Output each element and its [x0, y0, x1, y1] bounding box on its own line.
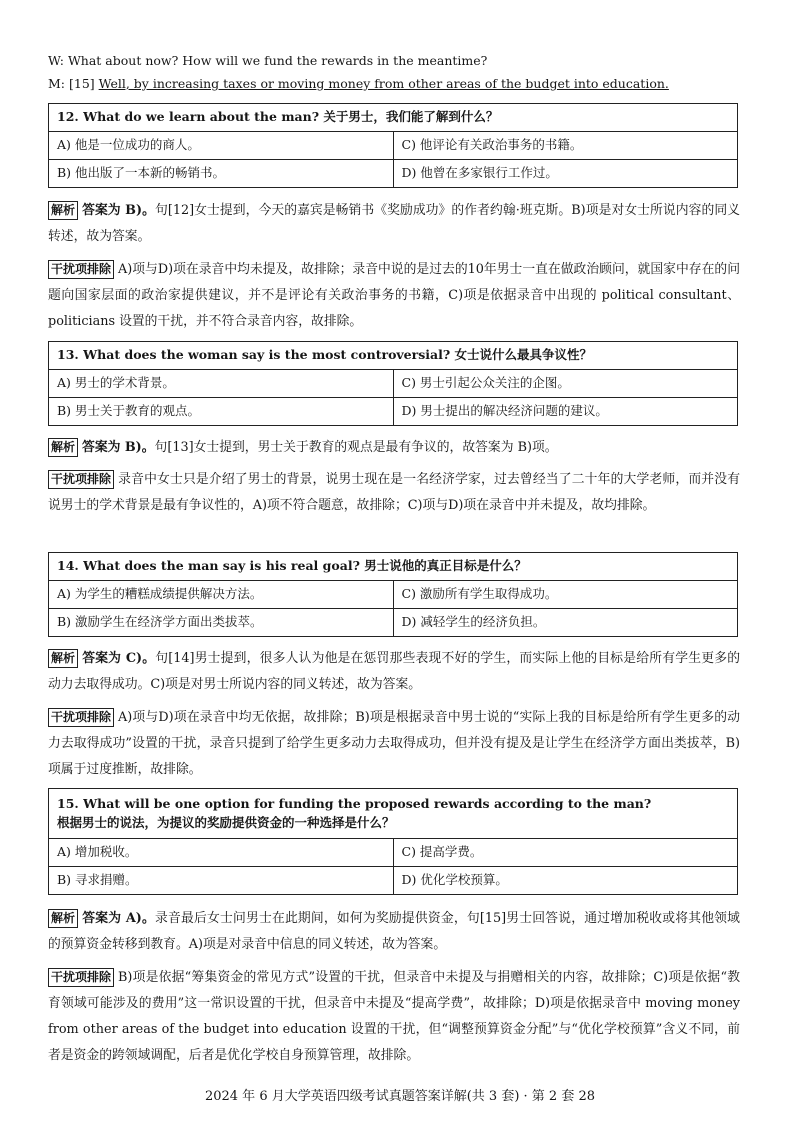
- answer-text: 答案为 B)。: [82, 440, 155, 455]
- distractor-text: 录音中女士只是介绍了男士的背景，说男士现在是一名经济学家，过去曾经当了二十年的大学老师，而并没有说男士的学术背景是最有争议性的，A)项不符合题意，故排除；C)项与D)项在录音中并未提及，故均排除。: [48, 472, 740, 513]
- underlined-answer-sentence: Well, by increasing taxes or moving money from other areas of the budget into education.: [98, 76, 669, 91]
- question-table-15: [48, 788, 738, 895]
- question-table-12: [48, 103, 738, 188]
- question-stem-cn: 根据男士的说法，为提议的奖励提供资金的一种选择是什么？: [57, 814, 395, 830]
- page-footer: 2024 年 6 月大学英语四级考试真题答案详解(共 3 套) · 第 2 套 28: [204, 1089, 596, 1104]
- distractor-tag: 干扰项排除: [48, 968, 114, 987]
- analysis-tag: 解析: [48, 909, 78, 928]
- question-stem: 12. What do we learn about the man? 关于男士，我们能了解到什么？: [49, 104, 738, 132]
- question-stem: 13. What does the woman say is the most controversial? 女士说什么最具争议性？: [49, 342, 738, 370]
- answer-text: 答案为 A)。: [82, 911, 156, 926]
- distractor-13: [48, 467, 740, 519]
- analysis-14: [48, 646, 740, 698]
- analysis-15: [48, 906, 740, 958]
- distractor-tag: 干扰项排除: [48, 470, 114, 489]
- option-d: D) 优化学校预算。: [393, 867, 738, 895]
- analysis-tag: 解析: [48, 201, 78, 220]
- analysis-text: 录音最后女士问男士在此期间，如何为奖励提供资金，句[15]男士回答说，通过增加税收或将其他领域的预算资金转移到教育。A)项是对录音中信息的同义转述，故为答案。: [48, 911, 740, 952]
- option-d: D) 他曾在多家银行工作过。: [393, 160, 738, 188]
- question-table-13: [48, 341, 738, 426]
- analysis-tag: 解析: [48, 438, 78, 457]
- option-a: A) 为学生的糟糕成绩提供解决方法。: [49, 581, 394, 609]
- option-c: C) 提高学费。: [393, 839, 738, 867]
- distractor-12: [48, 257, 740, 335]
- dialogue-line-man: [48, 75, 748, 94]
- option-d: D) 减轻学生的经济负担。: [393, 609, 738, 637]
- question-stem: [49, 789, 738, 839]
- distractor-text: A)项与D)项在录音中均无依据，故排除；B)项是根据录音中男士说的“实际上我的目标是给所有学生更多的动力去取得成功”设置的干扰，录音只提到了给学生更多动力去取得成功，但并没有提及是让学生在经济学方面出类拔萃，B)项属于过度推断，故排除。: [48, 710, 740, 777]
- analysis-text: 句[14]男士提到，很多人认为他是在惩罚那些表现不好的学生，而实际上他的目标是给所有学生更多的动力去取得成功。C)项是对男士所说内容的同义转述，故为答案。: [48, 651, 740, 692]
- question-stem: 14. What does the man say is his real goal? 男士说他的真正目标是什么？: [49, 553, 738, 581]
- speaker-prefix: M: [15]: [48, 76, 99, 91]
- answer-text: 答案为 B)。: [82, 203, 155, 218]
- option-c: C) 男士引起公众关注的企图。: [393, 370, 738, 398]
- analysis-text: 句[12]女士提到，今天的嘉宾是畅销书《奖励成功》的作者约翰·班克斯。B)项是对女士所说内容的同义转述，故为答案。: [48, 203, 741, 244]
- option-b: B) 寻求捐赠。: [49, 867, 394, 895]
- distractor-14: [48, 705, 740, 783]
- distractor-tag: 干扰项排除: [48, 260, 114, 279]
- option-c: C) 激励所有学生取得成功。: [393, 581, 738, 609]
- analysis-12: [48, 198, 740, 250]
- dialogue-line-woman: W: What about now? How will we fund the rewards in the meantime?: [48, 53, 488, 68]
- analysis-13: [48, 435, 740, 461]
- question-stem-en: 15. What will be one option for funding the proposed rewards according to the man?: [57, 795, 652, 811]
- answer-text: 答案为 C)。: [82, 651, 156, 666]
- option-b: B) 男士关于教育的观点。: [49, 398, 394, 426]
- option-d: D) 男士提出的解决经济问题的建议。: [393, 398, 738, 426]
- option-a: A) 增加税收。: [49, 839, 394, 867]
- option-b: B) 他出版了一本新的畅销书。: [49, 160, 394, 188]
- option-a: A) 男士的学术背景。: [49, 370, 394, 398]
- distractor-tag: 干扰项排除: [48, 708, 114, 727]
- distractor-15: [48, 965, 740, 1069]
- analysis-text: 句[13]女士提到，男士关于教育的观点是最有争议的，故答案为 B)项。: [154, 440, 558, 455]
- option-a: A) 他是一位成功的商人。: [49, 132, 394, 160]
- option-b: B) 激励学生在经济学方面出类拔萃。: [49, 609, 394, 637]
- distractor-text: A)项与D)项在录音中均未提及，故排除；录音中说的是过去的10年男士一直在做政治顾问，就国家中存在的问题向国家层面的政治家提供建议，并不是评论有关政治事务的书籍，C)项是依据录音中出现的 political consultant、politicians 设置的干扰，并不符合录音内容，故排除。: [48, 262, 740, 329]
- option-c: C) 他评论有关政治事务的书籍。: [393, 132, 738, 160]
- analysis-tag: 解析: [48, 649, 78, 668]
- distractor-text: B)项是依据“筹集资金的常见方式”设置的干扰，但录音中未提及与捐赠相关的内容，故排除；C)项是依据“教育领域可能涉及的费用”这一常识设置的干扰，但录音中未提及“提高学费”，故排除；D)项是依据录音中 moving money from other areas of the budget into education 设置的干扰，但“调整预算资金分配”与“优化学校预算”含义不同，前者是资金的跨领域调配，后者是优化学校自身预算管理，故排除。: [48, 970, 740, 1063]
- question-table-14: [48, 552, 738, 637]
